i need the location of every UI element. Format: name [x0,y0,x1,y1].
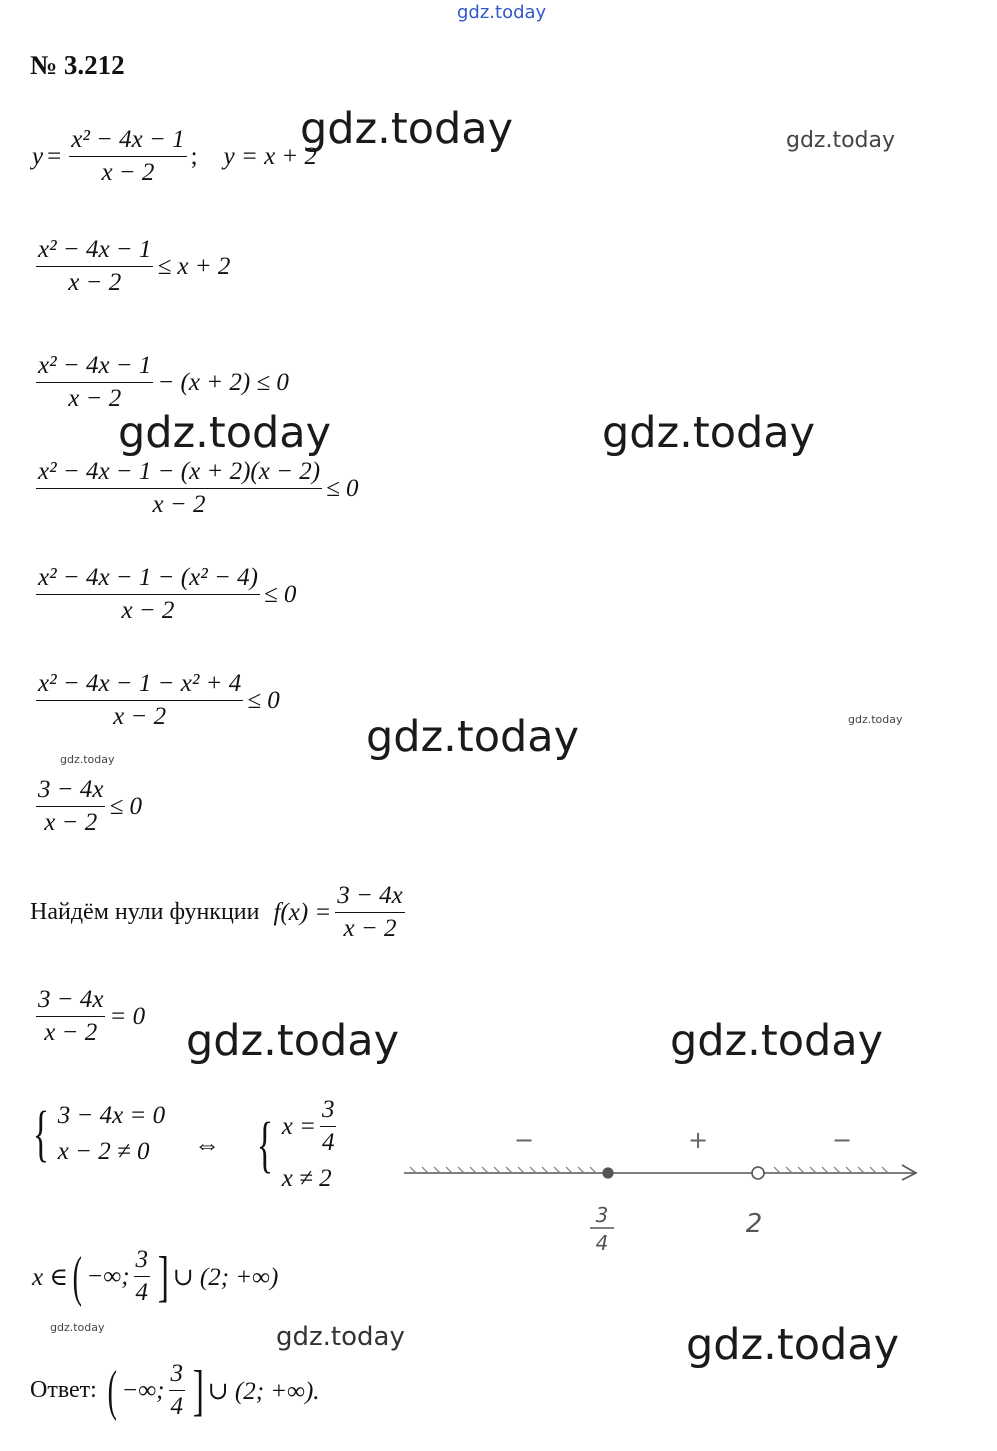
denominator: x − 2 [101,159,155,186]
given-functions [32,126,317,187]
denominator: x − 2 [343,915,397,942]
fraction [36,458,322,519]
watermark: gdz.today [670,1016,884,1066]
x-belongs: x ∈ [32,1263,68,1291]
inequality-step-4 [32,458,359,519]
right-side: − (x + 2) ≤ 0 [157,368,289,396]
hatching-left [410,1167,596,1173]
watermark: gdz.today [366,712,580,762]
point1-denominator: 4 [595,1231,609,1255]
watermark-top: gdz.today [457,2,547,23]
fraction [36,236,153,297]
inequality-step-6 [32,670,280,731]
separator: ; [190,142,198,170]
point2-label: 2 [745,1209,763,1239]
right-side: ≤ 0 [109,792,142,820]
number-line-sketch [396,1118,926,1268]
right-side: ≤ 0 [326,474,359,502]
system-row [282,1096,341,1157]
second-function: y = x + 2 [223,142,318,170]
numerator: x² − 4x − 1 − x² + 4 [36,670,243,701]
x-equals: x = [281,1112,316,1140]
numerator: 3 − 4x [335,882,404,913]
denominator: 4 [170,1393,184,1420]
fraction [335,882,404,943]
watermark: gdz.today [686,1320,900,1370]
right-side: ≤ 0 [263,580,297,608]
watermark: gdz.today [276,1322,405,1352]
sign-right: − [831,1126,853,1154]
watermark: gdz.today [300,104,514,154]
point1-numerator: 3 [595,1203,609,1227]
inequality-step-2 [32,236,230,297]
numerator: 3 [169,1360,186,1391]
numerator: x² − 4x − 1 − (x + 2)(x − 2) [36,458,322,489]
open-paren: ( [72,1245,82,1308]
numerator: 3 [320,1096,337,1127]
inequality-step-3 [32,352,289,413]
left-brace: { [32,1100,50,1168]
right-side: ≤ 0 [247,686,280,714]
right-side: = 0 [109,1002,146,1030]
denominator: x − 2 [68,385,122,412]
right-side: ≤ x + 2 [157,252,231,280]
open-paren: ( [107,1359,117,1422]
watermark: gdz.today [602,408,816,458]
denominator: x − 2 [152,491,206,518]
system-row: 3 − 4x = 0 [57,1102,166,1129]
fraction [36,986,105,1047]
numerator: 3 − 4x [36,776,105,807]
watermark: gdz.today [848,713,903,726]
denominator: x − 2 [113,703,167,730]
find-zeros-line [30,882,409,943]
hatching-right [774,1167,888,1173]
fraction [36,352,153,413]
numerator: x² − 4x − 1 [36,236,153,267]
system-left [26,1102,165,1166]
numerator: 3 − 4x [36,986,105,1017]
function-name: f(x) = [273,898,332,926]
answer-line [30,1360,320,1421]
numerator: x² − 4x − 1 [36,352,153,383]
neg-infinity: −∞; [121,1376,165,1404]
close-bracket: ] [192,1359,204,1422]
watermark: gdz.today [60,753,115,766]
close-bracket: ] [157,1245,169,1308]
fraction [36,776,105,837]
system-row: x − 2 ≠ 0 [57,1138,150,1165]
fraction [320,1096,337,1157]
y-variable: y [32,142,44,170]
filled-point [603,1168,613,1178]
union-interval: ∪ (2; +∞) [172,1263,279,1291]
fraction [169,1360,186,1421]
denominator: 4 [321,1129,335,1156]
system-right [250,1096,340,1193]
neg-infinity: −∞; [86,1262,130,1290]
denominator: x − 2 [44,809,98,836]
problem-number: № 3.212 [30,50,125,80]
inequality-step-7 [32,776,142,837]
numerator: x² − 4x − 1 − (x² − 4) [36,564,260,595]
solution-set [32,1246,278,1307]
watermark: gdz.today [118,408,332,458]
watermark: gdz.today [786,128,896,153]
fraction [69,126,186,187]
open-point [752,1167,764,1179]
denominator: x − 2 [44,1019,98,1046]
denominator: 4 [135,1279,149,1306]
sign-middle: + [687,1126,709,1154]
fraction [36,670,243,731]
denominator: x − 2 [121,597,175,624]
denominator: x − 2 [68,269,122,296]
fraction [36,564,260,625]
system-row: x ≠ 2 [281,1165,332,1192]
numerator: 3 [134,1246,151,1277]
union-interval: ∪ (2; +∞). [207,1377,320,1405]
equivalence-sign: ⇔ [194,1130,220,1159]
equals-sign: = [47,142,62,170]
find-zeros-text: Найдём нули функции [30,899,260,925]
fraction [134,1246,151,1307]
answer-label: Ответ: [30,1377,97,1403]
watermark: gdz.today [50,1321,105,1334]
inequality-step-5 [32,564,296,625]
equation-step-8 [32,986,145,1047]
watermark: gdz.today [186,1016,400,1066]
left-brace: { [256,1110,274,1179]
numerator: x² − 4x − 1 [69,126,186,157]
sign-left: − [513,1126,535,1154]
